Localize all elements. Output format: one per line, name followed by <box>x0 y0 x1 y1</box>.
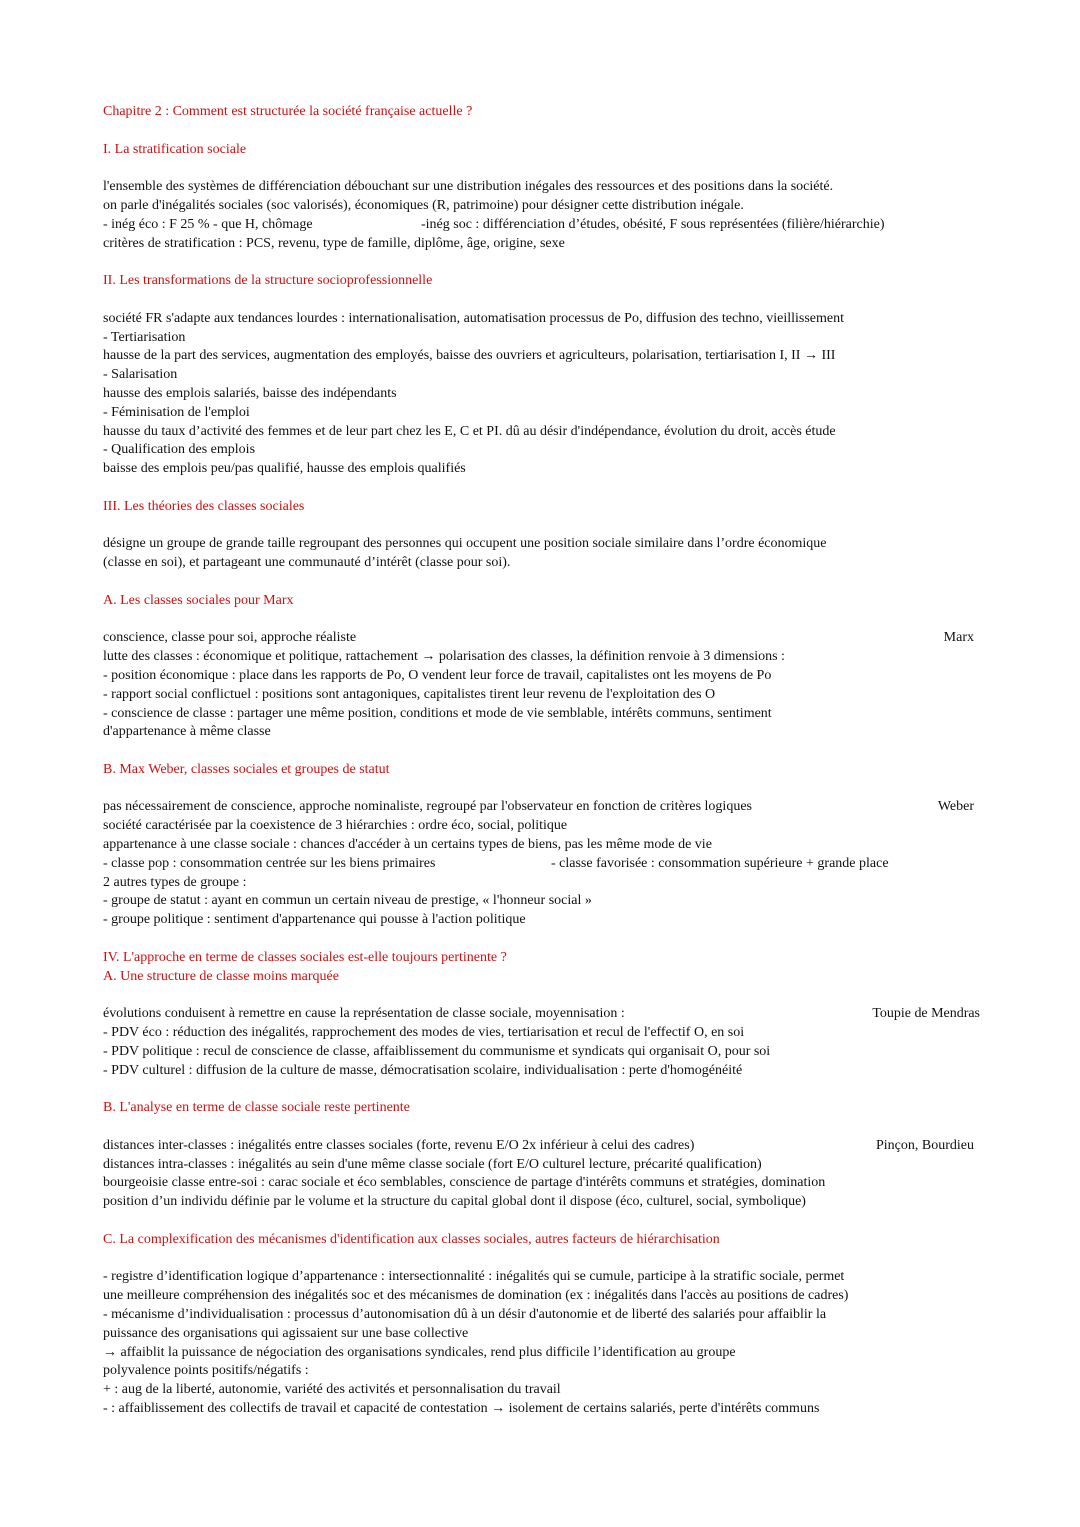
subsection-heading: A. Les classes sociales pour Marx <box>103 592 294 608</box>
author-note: Weber <box>937 799 974 815</box>
text-line: d'appartenance à même classe <box>103 724 271 740</box>
text-line: hausse des emplois salariés, baisse des indépendants <box>103 385 397 401</box>
text-line <box>103 629 978 648</box>
text-segment: distances inter-classes : inégalités entre classes sociales (forte, revenu E/O 2x inférieur à celui des cadres) <box>103 1137 695 1153</box>
subsection-heading: C. La complexification des mécanismes d'identification aux classes sociales, autres facteurs de hiérarchisation <box>103 1231 720 1247</box>
text-line: désigne un groupe de grande taille regroupant des personnes qui occupent une position sociale similaire dans l’ordre économique <box>103 536 827 552</box>
text-line: 2 autres types de groupe : <box>103 874 247 890</box>
text-line: + : aug de la liberté, autonomie, variété des activités et personnalisation du travail <box>103 1382 561 1398</box>
text-segment: -inég soc : différenciation d’études, obésité, F sous représentées (filière/hiérarchie) <box>421 216 885 232</box>
text-line: puissance des organisations qui agissaient sur une base collective <box>103 1325 469 1341</box>
text-line: - groupe de statut : ayant en commun un certain niveau de prestige, « l'honneur social » <box>103 893 592 909</box>
text-line: société FR s'adapte aux tendances lourdes : internationalisation, automatisation processus de Po, diffusion des techno, vieillissement <box>103 310 844 326</box>
text-line <box>103 855 978 874</box>
text-line: hausse de la part des services, augmentation des employés, baisse des ouvriers et agriculteurs, polarisation, tertiarisation I, II → III <box>103 348 836 364</box>
section-heading: II. Les transformations de la structure socioprofessionnelle <box>103 273 433 289</box>
text-segment: conscience, classe pour soi, approche réaliste <box>103 630 357 646</box>
section-heading: IV. L'approche en terme de classes sociales est-elle toujours pertinente ? <box>103 949 507 965</box>
text-line: - mécanisme d’individualisation : processus d’autonomisation dû à un désir d'autonomie et de liberté des salariés pour affaiblir la <box>103 1307 827 1322</box>
text-line: - PDV éco : réduction des inégalités, rapprochement des modes de vies, tertiarisation et recul de l'effectif O, en soi <box>103 1025 745 1041</box>
text-segment: évolutions conduisent à remettre en cause la représentation de classe sociale, moyennisation : <box>103 1006 625 1022</box>
section-heading: III. Les théories des classes sociales <box>103 498 305 514</box>
text-line: - registre d’identification logique d’appartenance : intersectionnalité : inégalités qui se cumule, participe à la stratific sociale, permet <box>103 1269 845 1285</box>
text-line <box>103 1137 978 1156</box>
text-line <box>103 798 978 817</box>
author-note: Toupie de Mendras <box>872 1006 980 1022</box>
text-line: l'ensemble des systèmes de différenciation débouchant sur une distribution inégales des ressources et des positions dans la société. <box>103 179 834 195</box>
chapter-title: Chapitre 2 : Comment est structurée la société française actuelle ? <box>103 104 473 119</box>
text-line: → affaiblit la puissance de négociation des organisations syndicales, rend plus difficile l’identification au groupe <box>103 1344 736 1360</box>
text-line: hausse du taux d’activité des femmes et de leur part chez les E, C et PI. dû au désir d'indépendance, évolution du droit, accès étude <box>103 423 836 439</box>
text-line: - position économique : place dans les rapports de Po, O vendent leur force de travail, capitalistes ont les moyens de Po <box>103 667 772 683</box>
text-line: une meilleure compréhension des inégalités soc et des mécanismes de domination (ex : inégalités dans l'accès au positions de cadres) <box>103 1288 849 1304</box>
text-line: société caractérisée par la coexistence de 3 hiérarchies : ordre éco, social, politique <box>103 818 568 834</box>
text-line <box>103 1005 978 1024</box>
text-line: baisse des emplois peu/pas qualifié, hausse des emplois qualifiés <box>103 461 466 477</box>
text-line: distances intra-classes : inégalités au sein d'une même classe sociale (fort E/O culturel lecture, précarité qualification) <box>103 1156 762 1172</box>
text-line: - PDV politique : recul de conscience de classe, affaiblissement du communisme et syndicats qui organisait O, pour soi <box>103 1043 771 1059</box>
text-segment: - inég éco : F 25 % - que H, chômage <box>103 216 313 232</box>
subsection-heading: B. L'analyse en terme de classe sociale reste pertinente <box>103 1100 410 1116</box>
text-line: (classe en soi), et partageant une communauté d’intérêt (classe pour soi). <box>103 555 511 571</box>
author-note: Marx <box>943 630 974 646</box>
text-line: - Féminisation de l'emploi <box>103 404 250 420</box>
text-line: critères de stratification : PCS, revenu, type de famille, diplôme, âge, origine, sexe <box>103 235 565 251</box>
author-note: Pinçon, Bourdieu <box>876 1137 974 1153</box>
text-line: lutte des classes : économique et politique, rattachement → polarisation des classes, la définition renvoie à 3 dimensions : <box>103 649 785 665</box>
text-segment: pas nécessairement de conscience, approche nominaliste, regroupé par l'observateur en fonction de critères logiques <box>103 799 752 815</box>
section-heading: I. La stratification sociale <box>103 141 247 157</box>
text-line: - : affaiblissement des collectifs de travail et capacité de contestation → isolement de certains salariés, perte d'intérêts communs <box>103 1400 820 1416</box>
text-line: - PDV culturel : diffusion de la culture de masse, démocratisation scolaire, individualisation : perte d'homogénéité <box>103 1062 743 1078</box>
text-line: bourgeoisie classe entre-soi : carac sociale et éco semblables, conscience de partage d'intérêts communs et stratégies, domination <box>103 1175 826 1191</box>
text-line <box>103 216 978 235</box>
text-line: polyvalence points positifs/négatifs : <box>103 1363 309 1379</box>
text-segment: - classe pop : consommation centrée sur les biens primaires <box>103 855 436 871</box>
document-page <box>103 103 978 1419</box>
text-line: - Qualification des emplois <box>103 442 256 458</box>
text-line: position d’un individu définie par le volume et la structure du capital global dont il dispose (éco, culturel, social, symbolique) <box>103 1194 806 1210</box>
text-line: on parle d'inégalités sociales (soc valorisés), économiques (R, patrimoine) pour désigner cette distribution inégale. <box>103 197 744 213</box>
subsection-heading: A. Une structure de classe moins marquée <box>103 968 339 984</box>
text-segment: - classe favorisée : consommation supérieure + grande place <box>551 855 889 871</box>
text-line: - groupe politique : sentiment d'appartenance qui pousse à l'action politique <box>103 912 526 928</box>
text-line: appartenance à une classe sociale : chances d'accéder à un certains types de biens, pas les même mode de vie <box>103 837 712 853</box>
text-line: - rapport social conflictuel : positions sont antagoniques, capitalistes tirent leur revenu de l'exploitation des O <box>103 686 716 702</box>
text-line: - Salarisation <box>103 367 178 383</box>
subsection-heading: B. Max Weber, classes sociales et groupes de statut <box>103 761 390 777</box>
text-line: - conscience de classe : partager une même position, conditions et mode de vie semblable, intérêts communs, sentiment <box>103 705 772 721</box>
text-line: - Tertiarisation <box>103 329 186 345</box>
